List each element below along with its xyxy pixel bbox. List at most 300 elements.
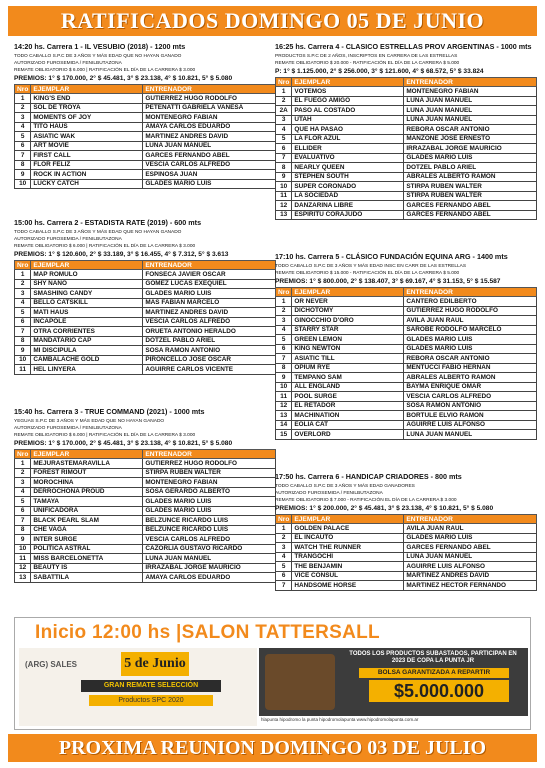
trainer-name: SOSA GERARDO ALBERTO <box>143 487 276 497</box>
entry-number: 15 <box>276 430 292 440</box>
horse-name: ALL ENGLAND <box>292 382 404 392</box>
race-block <box>14 407 276 583</box>
trainer-name: BELZUNCE RICARDO LUIS <box>143 525 276 535</box>
trainer-name: BELZUNCE RICARDO LUIS <box>143 516 276 526</box>
horse-name: FIRST CALL <box>31 151 143 161</box>
promo-banner <box>14 617 531 730</box>
trainer-header: ENTRENADOR <box>404 515 537 524</box>
race-condition: AUTORIZADO FUROSEMIDA / FENILBUTAZONA <box>275 491 383 496</box>
trainer-name: PETENATTI GABRIELA VANESA <box>143 103 276 113</box>
table-row <box>15 327 276 337</box>
trainer-name: SOSA RAMON ANTONIO <box>143 346 276 356</box>
horse-name: GREEN LEMON <box>292 335 404 345</box>
entry-number: 3 <box>15 289 31 299</box>
entry-number: 5 <box>15 132 31 142</box>
page-header <box>8 6 537 36</box>
nro-header: Nro <box>15 85 31 94</box>
table-row <box>276 382 537 392</box>
entry-number: 5 <box>15 308 31 318</box>
table-row <box>15 298 276 308</box>
entries-table <box>275 287 537 440</box>
bolsa-label: BOLSA GARANTIZADA A REPARTIR <box>359 668 509 678</box>
horse-name: DERROCHONA PROUD <box>31 487 143 497</box>
entry-number: 6 <box>276 571 292 581</box>
trainer-name: CAZORLIA GUSTAVO RICARDO <box>143 544 276 554</box>
entry-number: 6 <box>276 144 292 154</box>
table-row <box>276 144 537 154</box>
horse-name: EVALUATIVO <box>292 153 404 163</box>
promo-title: Inicio 12:00 hs |SALON TATTERSALL <box>35 622 380 643</box>
trainer-name: MARTINEZ ANDRES DAVID <box>143 308 276 318</box>
horse-name: MOROCHINA <box>31 478 143 488</box>
horse-name: EL FUEGO AMIGO <box>292 96 404 106</box>
horse-name: ART MOVIE <box>31 141 143 151</box>
entry-number: 3 <box>15 113 31 123</box>
table-row <box>276 115 537 125</box>
table-header-row <box>276 515 537 524</box>
entry-number: 8 <box>15 525 31 535</box>
entries-table <box>14 84 276 189</box>
entry-number: 1 <box>276 87 292 97</box>
horse-name: MAP ROMULO <box>31 270 143 280</box>
entry-number: 4 <box>276 552 292 562</box>
trainer-name: AGUIRRE LUIS ALFONSO <box>404 562 537 572</box>
horse-name: MACHINATION <box>292 411 404 421</box>
horse-name: UNIFICADORA <box>31 506 143 516</box>
horse-name: DICHOTOMY <box>292 306 404 316</box>
table-row <box>276 210 537 220</box>
horse-name: LA FLOR AZUL <box>292 134 404 144</box>
horse-name: ASIATIC TILL <box>292 354 404 364</box>
race-condition: TODO CABALLO S.P.C DE 3 AÑOS Y MÁS EDAD GANADORES <box>275 484 415 489</box>
horse-name: TAMAYA <box>31 497 143 507</box>
race-condition: AUTORIZADO FUROSEMIDA / FENILBUTAZONA <box>14 426 122 431</box>
entry-number: 11 <box>276 191 292 201</box>
table-row <box>276 543 537 553</box>
table-row <box>15 554 276 564</box>
entry-number: 9 <box>276 172 292 182</box>
horse-name: ASIATIC WAK <box>31 132 143 142</box>
entries-table <box>14 449 276 583</box>
horse-name: BLACK PEARL SLAM <box>31 516 143 526</box>
trainer-name: GLADES MARIO LUIS <box>404 335 537 345</box>
entry-number: 1 <box>276 297 292 307</box>
trainer-name: LUNA JUAN MANUEL <box>404 96 537 106</box>
trainer-name: LUNA JUAN MANUEL <box>404 430 537 440</box>
horse-name: UTAH <box>292 115 404 125</box>
table-row <box>15 573 276 583</box>
table-row <box>276 533 537 543</box>
table-row <box>15 365 276 375</box>
table-row <box>15 544 276 554</box>
trainer-name: MARTINEZ HECTOR FERNANDO <box>404 581 537 591</box>
trainer-name: VESCIA CARLOS ALFREDO <box>143 317 276 327</box>
horse-name: EOLIA CAT <box>292 420 404 430</box>
entry-number: 6 <box>276 344 292 354</box>
social-links: hlapunta hipodromo la punta hipodromolapunta www.hipodromolapunta.com.ar <box>261 717 419 722</box>
table-row <box>15 103 276 113</box>
table-row <box>15 317 276 327</box>
trainer-name: MONTENEGRO FABIAN <box>404 87 537 97</box>
table-row <box>15 122 276 132</box>
horse-name: HANDSOME HORSE <box>292 581 404 591</box>
trainer-name: ORUETA ANTONIO HERALDO <box>143 327 276 337</box>
entry-number: 8 <box>276 163 292 173</box>
table-row <box>15 160 276 170</box>
table-row <box>276 344 537 354</box>
trainer-name: MARTINEZ ANDRES DAVID <box>404 571 537 581</box>
table-row <box>15 179 276 189</box>
table-row <box>15 478 276 488</box>
table-row <box>276 562 537 572</box>
table-row <box>15 113 276 123</box>
entry-number: 2 <box>15 468 31 478</box>
entry-number: 5 <box>276 134 292 144</box>
entries-table <box>275 514 537 591</box>
entry-number: 13 <box>276 210 292 220</box>
horse-name: HEL LINYERA <box>31 365 143 375</box>
entry-number: 8 <box>276 363 292 373</box>
table-row <box>276 134 537 144</box>
table-row <box>15 94 276 104</box>
entry-number: 9 <box>15 170 31 180</box>
entry-number: 12 <box>276 401 292 411</box>
trainer-name: MANZONE JOSE ERNESTO <box>404 134 537 144</box>
table-row <box>15 563 276 573</box>
entry-number: 7 <box>15 151 31 161</box>
horse-name: FLOR FELIZ <box>31 160 143 170</box>
trainer-name: GARCES FERNANDO ABEL <box>404 210 537 220</box>
horse-name: INCAPOLE <box>31 317 143 327</box>
entry-number: 6 <box>15 506 31 516</box>
entry-number: 7 <box>15 327 31 337</box>
table-row <box>15 336 276 346</box>
trainer-name: AGUIRRE CARLOS VICENTE <box>143 365 276 375</box>
entry-number: 6 <box>15 317 31 327</box>
trainer-name: GARCES FERNANDO ABEL <box>404 201 537 211</box>
horse-name: SMASHING CANDY <box>31 289 143 299</box>
horse-name: MEJURASTEMARAVILLA <box>31 459 143 469</box>
race-condition: AUTORIZADO FUROSEMIDA / FENILBUTAZONA <box>14 237 122 242</box>
horse-name: POOL SURGE <box>292 392 404 402</box>
race-condition: AUTORIZADO FUROSEMIDA / FENILBUTAZONA <box>14 61 122 66</box>
horse-name: TRANGOCHI <box>292 552 404 562</box>
table-row <box>276 392 537 402</box>
page-footer <box>8 734 537 762</box>
trainer-name: GLADES MARIO LUIS <box>404 344 537 354</box>
horse-name: MISS BARCELONETTA <box>31 554 143 564</box>
trainer-name: LUNA JUAN MANUEL <box>404 115 537 125</box>
table-row <box>15 355 276 365</box>
trainer-name: VESCIA CARLOS ALFREDO <box>143 535 276 545</box>
horse-name: ESPIRITU CORAJUDO <box>292 210 404 220</box>
table-header-row <box>15 85 276 94</box>
table-row <box>276 191 537 201</box>
horse-name: CAMBALACHE GOLD <box>31 355 143 365</box>
horse-name: STEPHEN SOUTH <box>292 172 404 182</box>
trainer-name: MONTENEGRO FABIAN <box>143 478 276 488</box>
race-title: 17:50 hs. Carrera 6 - HANDICAP CRIADORES - 800 mts <box>275 472 462 481</box>
trainer-name: DOTZEL PABLO ARIEL <box>404 163 537 173</box>
table-row <box>276 106 537 116</box>
entry-number: 12 <box>15 563 31 573</box>
trainer-name: IRRAZABAL JORGE MAURICIO <box>143 563 276 573</box>
table-row <box>276 163 537 173</box>
trainer-name: VESCIA CARLOS ALFREDO <box>404 392 537 402</box>
table-row <box>15 308 276 318</box>
entry-number: 7 <box>15 516 31 526</box>
nro-header: Nro <box>276 288 292 297</box>
trainer-header: ENTRENADOR <box>404 288 537 297</box>
entry-number: 13 <box>276 411 292 421</box>
trainer-name: AMAYA CARLOS EDUARDO <box>143 122 276 132</box>
trainer-header: ENTRENADOR <box>143 450 276 459</box>
table-header-row <box>15 450 276 459</box>
trainer-name: MONTENEGRO FABIAN <box>143 113 276 123</box>
table-row <box>276 411 537 421</box>
trainer-name: LUNA JUAN MANUEL <box>404 552 537 562</box>
entry-number: 3 <box>276 316 292 326</box>
entry-number: 4 <box>276 325 292 335</box>
horse-name: KING'S END <box>31 94 143 104</box>
horse-name: MATI HAUS <box>31 308 143 318</box>
table-row <box>15 516 276 526</box>
entry-number: 4 <box>15 298 31 308</box>
entry-number: 4 <box>276 125 292 135</box>
trainer-name: MAS FABIAN MARCELO <box>143 298 276 308</box>
entry-number: 10 <box>276 382 292 392</box>
trainer-name: STIRPA RUBEN WALTER <box>404 191 537 201</box>
table-row <box>15 535 276 545</box>
race-block <box>275 42 537 220</box>
entry-number: 8 <box>15 336 31 346</box>
race-condition: TODO CABALLO S.P.C DE 3 AÑOS Y MÁS EDAD INSC EN CARR DE LAS ESTRELLAS <box>275 264 467 269</box>
horse-name: VICE CONSUL <box>292 571 404 581</box>
horse-name: STARRY STAR <box>292 325 404 335</box>
trainer-header: ENTRENADOR <box>404 78 537 87</box>
table-row <box>276 306 537 316</box>
page-title: RATIFICADOS DOMINGO 05 DE JUNIO <box>60 8 485 33</box>
race-prizes: PREMIOS: 1° $ 120.600, 2° $ 33.189, 3° $ 16.455, 4° $ 7.312, 5° $ 3.613 <box>14 251 229 258</box>
trainer-header: ENTRENADOR <box>143 85 276 94</box>
entry-number: 1 <box>276 524 292 534</box>
entry-number: 8 <box>15 160 31 170</box>
table-row <box>15 497 276 507</box>
race-condition: YEGUAS S.P.C DE 3 AÑOS Y MÁS EDAD QUE NO HAYAN GANADO <box>14 419 165 424</box>
entry-number: 3 <box>276 115 292 125</box>
trainer-header: ENTRENADOR <box>143 261 276 270</box>
entry-number: 9 <box>15 346 31 356</box>
horse-name: BELLO CATSKILL <box>31 298 143 308</box>
trainer-name: GARCES FERNANDO ABEL <box>143 151 276 161</box>
horse-name: EL RETADOR <box>292 401 404 411</box>
horse-name: BEAUTY IS <box>31 563 143 573</box>
remate-badge: GRAN REMATE SELECCIÓN <box>81 680 221 692</box>
entry-number: 1 <box>15 94 31 104</box>
horse-name: MANDATARIO CAP <box>31 336 143 346</box>
horse-header: EJEMPLAR <box>31 85 143 94</box>
table-row <box>276 524 537 534</box>
trainer-name: LUNA JUAN MANUEL <box>143 554 276 564</box>
entry-number: 2 <box>276 96 292 106</box>
race-block <box>14 218 276 375</box>
trainer-name: REBORA OSCAR ANTONIO <box>404 354 537 364</box>
table-row <box>15 346 276 356</box>
entry-number: 11 <box>15 365 31 375</box>
table-row <box>15 132 276 142</box>
entry-number: 13 <box>15 573 31 583</box>
entry-number: 10 <box>15 179 31 189</box>
entry-number: 3 <box>15 478 31 488</box>
trainer-name: GUTIERREZ HUGO RODOLFO <box>404 306 537 316</box>
date-badge: 5 de Junio <box>121 652 189 676</box>
table-header-row <box>276 78 537 87</box>
table-row <box>276 182 537 192</box>
race-condition: PRODUCTOS S.P.C DE 2 AÑOS, INSCRIPTOS EN CARRERA DE LAS ESTRELLAS <box>275 54 458 59</box>
table-row <box>15 487 276 497</box>
products-label: Productos SPC 2020 <box>89 695 213 706</box>
race-condition: REMATE OBLIGATORIO $ 6.000 | RATIFICACIÓN EL DÍA DE LA CARRERA $ 3.000 <box>14 244 196 249</box>
trainer-name: BORTULE ELVIO RAMON <box>404 411 537 421</box>
horse-name: DANZARINA LIBRE <box>292 201 404 211</box>
trainer-name: GLADES MARIO LUIS <box>143 179 276 189</box>
horse-name: INTER SURGE <box>31 535 143 545</box>
horse-header: EJEMPLAR <box>292 288 404 297</box>
race-condition: TODO CABALLO S.P.C DE 3 AÑOS Y MÁS EDAD QUE NO HAYAN GANADO <box>14 230 182 235</box>
table-row <box>276 581 537 591</box>
horse-name: CHE VAGA <box>31 525 143 535</box>
entry-number: 10 <box>15 544 31 554</box>
trainer-name: GUTIERREZ HUGO RODOLFO <box>143 94 276 104</box>
horse-name: THE BENJAMIN <box>292 562 404 572</box>
horse-name: GOLDEN PALACE <box>292 524 404 534</box>
table-row <box>276 373 537 383</box>
trainer-name: GLADES MARIO LUIS <box>143 506 276 516</box>
race-title: 16:25 hs. Carrera 4 - CLASICO ESTRELLAS PROV ARGENTINAS - 1000 mts <box>275 42 532 51</box>
table-row <box>15 525 276 535</box>
trainer-name: MARTINEZ ANDRES DAVID <box>143 132 276 142</box>
trainer-name: ESPINOSA JUAN <box>143 170 276 180</box>
entries-table <box>275 77 537 220</box>
trainer-name: STIRPA RUBEN WALTER <box>404 182 537 192</box>
trainer-name: AVILA JUAN RAUL <box>404 316 537 326</box>
table-row <box>276 125 537 135</box>
race-prizes: PREMIOS: 1° $ 170.000, 2° $ 45.481, 3° $ 23.138, 4° $ 10.821, 5° $ 5.080 <box>14 440 233 447</box>
race-condition: REMATE OBLIGATORIO $ 15.000 - RATIFICACIÓN EL DÍA DE LA CARRERA $ 5.000 <box>275 271 460 276</box>
entry-number: 4 <box>15 487 31 497</box>
entry-number: 9 <box>15 535 31 545</box>
horse-name: LUCKY CATCH <box>31 179 143 189</box>
entry-number: 14 <box>276 420 292 430</box>
table-row <box>15 170 276 180</box>
table-row <box>15 459 276 469</box>
horse-name: MI DISCIPULA <box>31 346 143 356</box>
nro-header: Nro <box>276 78 292 87</box>
trainer-name: GLADES MARIO LUIS <box>404 153 537 163</box>
race-condition: REMATE OBLIGATORIO $ 6.000 | RATIFICACIÓN EL DÍA DE LA CARRERA $ 3.000 <box>14 68 196 73</box>
trainer-name: AVILA JUAN RAUL <box>404 524 537 534</box>
trainer-name: LUNA JUAN MANUEL <box>143 141 276 151</box>
entry-number: 7 <box>276 153 292 163</box>
table-row <box>276 297 537 307</box>
entry-number: 2A <box>276 106 292 116</box>
table-row <box>276 96 537 106</box>
trainer-name: REBORA OSCAR ANTONIO <box>404 125 537 135</box>
trainer-name: GLADES MARIO LUIS <box>404 533 537 543</box>
entry-number: 11 <box>276 392 292 402</box>
trainer-name: AMAYA CARLOS EDUARDO <box>143 573 276 583</box>
entry-number: 2 <box>15 103 31 113</box>
trainer-name: GUTIERREZ HUGO RODOLFO <box>143 459 276 469</box>
entry-number: 11 <box>15 554 31 564</box>
nro-header: Nro <box>15 261 31 270</box>
horse-name: GINOCCHIO D'ORO <box>292 316 404 326</box>
horse-name: SHY NANO <box>31 279 143 289</box>
table-header-row <box>15 261 276 270</box>
horse-name: WATCH THE RUNNER <box>292 543 404 553</box>
race-prizes: PREMIOS: 1° $ 200.000, 2° $ 45.481, 3° $ 23.138, 4° $ 10.821, 5° $ 5.080 <box>275 505 494 512</box>
bolsa-amount: $5.000.000 <box>369 680 509 702</box>
entry-number: 10 <box>276 182 292 192</box>
race-block <box>275 252 537 440</box>
trainer-name: MENTUCCI FABIO HERNAN <box>404 363 537 373</box>
horse-name: VOTEMOS <box>292 87 404 97</box>
trainer-name: ABRALES ALBERTO RAMON <box>404 373 537 383</box>
entry-number: 9 <box>276 373 292 383</box>
trainer-name: FONSECA JAVIER OSCAR <box>143 270 276 280</box>
table-row <box>15 468 276 478</box>
trainer-name: LUNA JUAN MANUEL <box>404 106 537 116</box>
horse-name: POLITICA ASTRAL <box>31 544 143 554</box>
trainer-name: CANTERO EDILBERTO <box>404 297 537 307</box>
entry-number: 2 <box>15 279 31 289</box>
horse-name: TEMPANO SAM <box>292 373 404 383</box>
race-condition: REMATE OBLIGATORIO $ 7.000 - RATIFICACIÓN EL DÍA DE LA CARRERA $ 3.000 <box>275 498 457 503</box>
nro-header: Nro <box>276 515 292 524</box>
horse-name: ROCK IN ACTION <box>31 170 143 180</box>
table-row <box>15 151 276 161</box>
entries-table <box>14 260 276 375</box>
horse-name: OR NEVER <box>292 297 404 307</box>
race-block <box>275 472 537 591</box>
race-prizes: PREMIOS: 1° $ 800.000, 2° $ 138.407, 3° $ 69.167, 4° $ 31.153, 5° $ 15.587 <box>275 278 501 285</box>
trainer-name: PIRONCELLO JOSE OSCAR <box>143 355 276 365</box>
entry-number: 10 <box>15 355 31 365</box>
horse-name: PASO AL COSTADO <box>292 106 404 116</box>
horse-name: EL INCAUTO <box>292 533 404 543</box>
race-condition: TODO CABALLO S.P.C DE 3 AÑOS Y MÁS EDAD QUE NO HAYAN GANADO <box>14 54 182 59</box>
entry-number: 5 <box>276 562 292 572</box>
trainer-name: ABRALES ALBERTO RAMON <box>404 172 537 182</box>
horse-name: FOREST RIMOUT <box>31 468 143 478</box>
race-condition: REMATE OBLIGATORIO $ 20.000 - RATIFICACIÓN EL DÍA DE LA CARRERA $ 5.000 <box>275 61 460 66</box>
entry-number: 7 <box>276 354 292 364</box>
race-title: 15:00 hs. Carrera 2 - ESTADISTA RATE (2019) - 600 mts <box>14 218 202 227</box>
horse-name: SUPER CORONADO <box>292 182 404 192</box>
horse-name: ELLIDER <box>292 144 404 154</box>
horse-name: KING NEWTON <box>292 344 404 354</box>
entry-number: 7 <box>276 581 292 591</box>
horse-name: MOMENTS OF JOY <box>31 113 143 123</box>
horse-name: LA SOCIEDAD <box>292 191 404 201</box>
horse-name: SABATTILA <box>31 573 143 583</box>
race-title: 17:10 hs. Carrera 5 - CLÁSICO FUNDACIÓN EQUINA ARG - 1400 mts <box>275 252 508 261</box>
copa-panel <box>259 648 528 716</box>
table-row <box>276 325 537 335</box>
race-condition: REMATE OBLIGATORIO $ 6.000 | RATIFICACIÓN EL DÍA DE LA CARRERA $ 3.000 <box>14 433 196 438</box>
nro-header: Nro <box>15 450 31 459</box>
arg-sales-logo: (ARG) SALES <box>25 660 77 669</box>
